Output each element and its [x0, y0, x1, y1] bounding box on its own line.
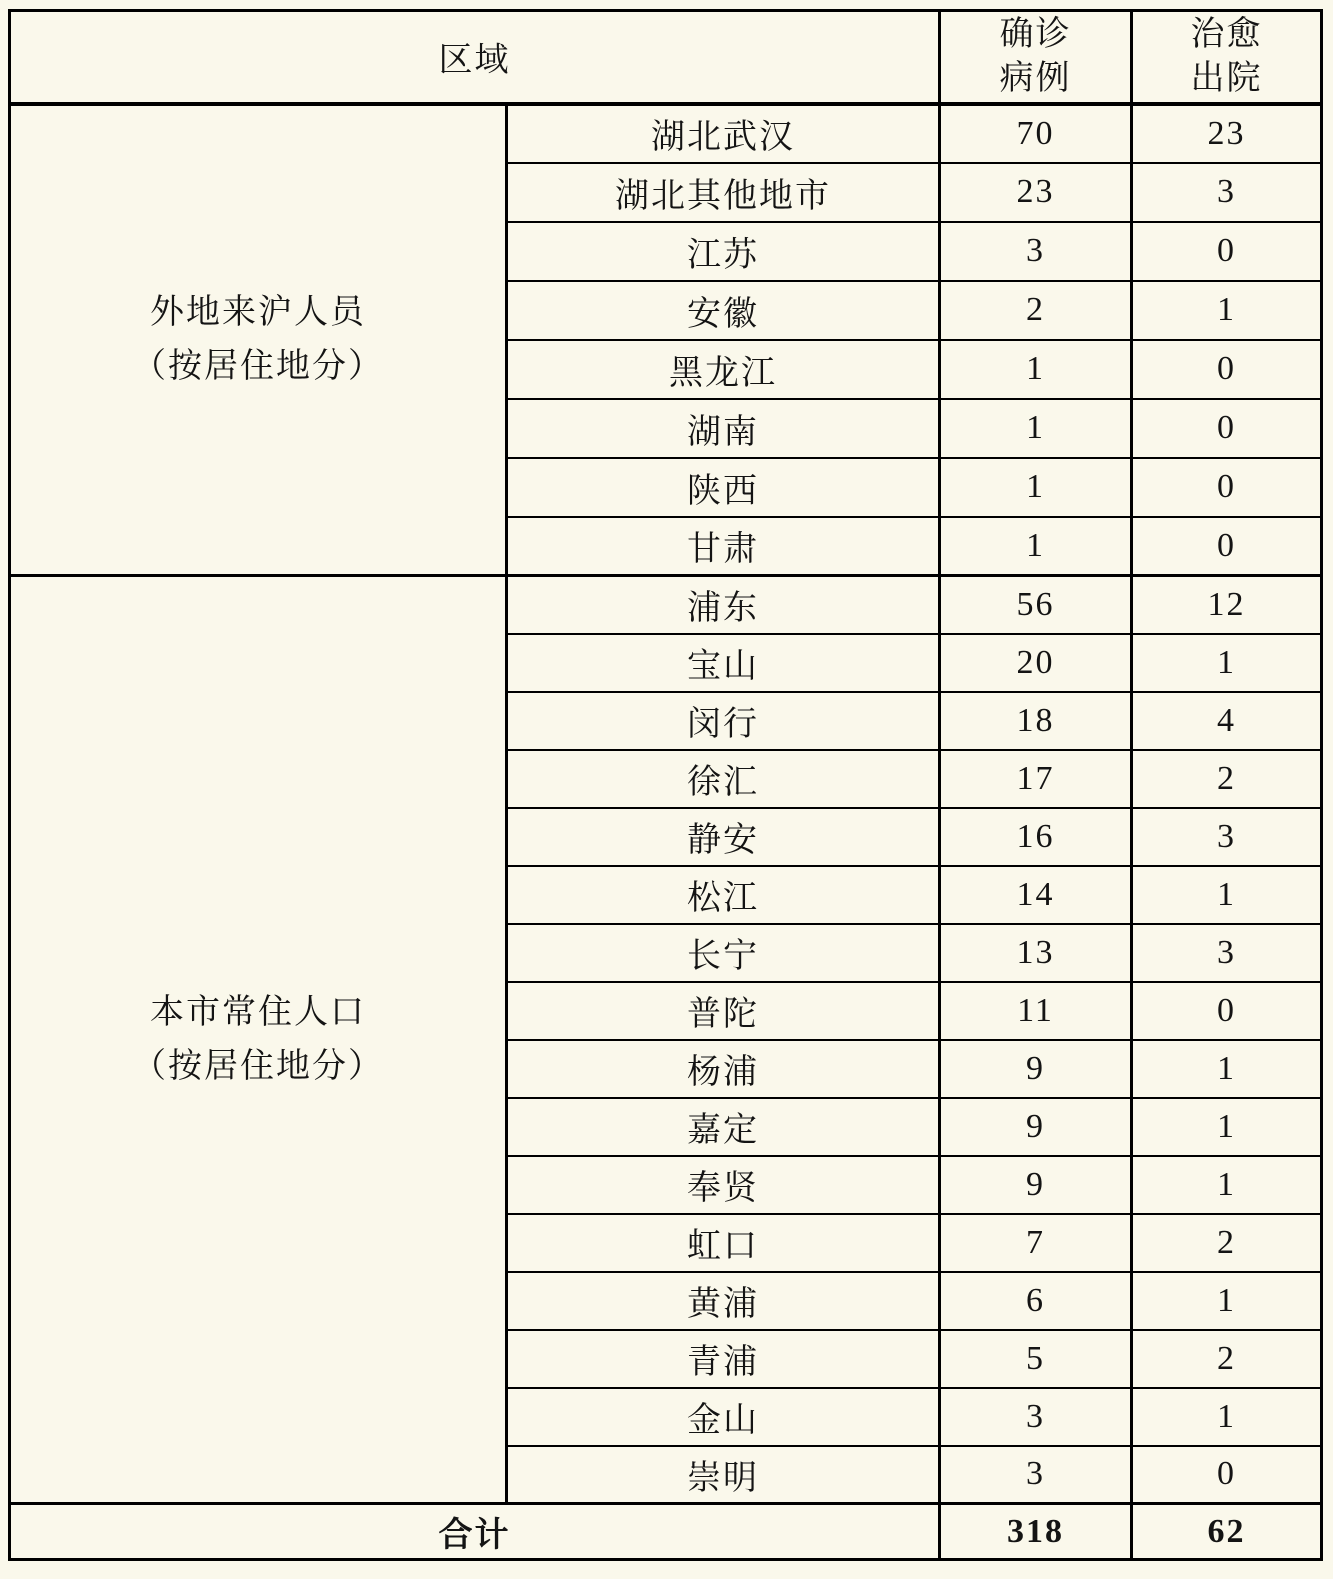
region-cell: 湖北武汉	[507, 104, 940, 163]
cured-cell: 2	[1132, 750, 1322, 808]
region-cell: 浦东	[507, 576, 940, 634]
confirmed-cell: 20	[940, 634, 1132, 692]
cured-cell: 1	[1132, 1098, 1322, 1156]
cured-cell: 3	[1132, 924, 1322, 982]
group-label-line2: （按居住地分）	[132, 347, 384, 385]
region-cell: 杨浦	[507, 1040, 940, 1098]
confirmed-cell: 1	[940, 340, 1132, 399]
region-cell: 崇明	[507, 1446, 940, 1504]
confirmed-cell: 1	[940, 458, 1132, 517]
region-cell: 安徽	[507, 281, 940, 340]
region-cell: 金山	[507, 1388, 940, 1446]
header-confirmed	[940, 11, 1132, 104]
header-cured-line2: 出院	[1190, 59, 1263, 97]
cured-cell: 2	[1132, 1214, 1322, 1272]
region-cell: 湖北其他地市	[507, 163, 940, 222]
cured-cell: 23	[1132, 104, 1322, 163]
cured-cell: 2	[1132, 1330, 1322, 1388]
confirmed-cell: 70	[940, 104, 1132, 163]
cured-cell: 1	[1132, 1156, 1322, 1214]
confirmed-cell: 9	[940, 1040, 1132, 1098]
data-row	[10, 576, 1322, 634]
confirmed-cell: 9	[940, 1156, 1132, 1214]
group-label	[10, 576, 507, 1504]
case-table	[8, 9, 1323, 1561]
region-cell: 奉贤	[507, 1156, 940, 1214]
region-cell: 长宁	[507, 924, 940, 982]
header-row	[10, 11, 1322, 104]
header-cured	[1132, 11, 1322, 104]
confirmed-cell: 1	[940, 517, 1132, 576]
region-cell: 闵行	[507, 692, 940, 750]
header-region: 区域	[10, 11, 940, 104]
region-cell: 黄浦	[507, 1272, 940, 1330]
group-label-line1: 本市常住人口	[150, 993, 366, 1031]
region-cell: 黑龙江	[507, 340, 940, 399]
confirmed-cell: 11	[940, 982, 1132, 1040]
cured-cell: 1	[1132, 281, 1322, 340]
cured-cell: 0	[1132, 982, 1322, 1040]
cured-cell: 1	[1132, 866, 1322, 924]
confirmed-cell: 13	[940, 924, 1132, 982]
region-cell: 宝山	[507, 634, 940, 692]
group-label-line1: 外地来沪人员	[150, 293, 366, 331]
confirmed-cell: 18	[940, 692, 1132, 750]
confirmed-cell: 56	[940, 576, 1132, 634]
region-cell: 普陀	[507, 982, 940, 1040]
confirmed-cell: 1	[940, 399, 1132, 458]
region-cell: 徐汇	[507, 750, 940, 808]
confirmed-cell: 3	[940, 222, 1132, 281]
table-body	[10, 104, 1322, 1504]
cured-cell: 0	[1132, 399, 1322, 458]
confirmed-cell: 3	[940, 1446, 1132, 1504]
confirmed-cell: 9	[940, 1098, 1132, 1156]
cured-cell: 0	[1132, 340, 1322, 399]
cured-cell: 0	[1132, 458, 1322, 517]
region-cell: 虹口	[507, 1214, 940, 1272]
confirmed-cell: 7	[940, 1214, 1132, 1272]
header-confirmed-line2: 病例	[999, 59, 1072, 97]
header-cured-line1: 治愈	[1190, 15, 1263, 53]
cured-cell: 1	[1132, 634, 1322, 692]
region-cell: 甘肃	[507, 517, 940, 576]
confirmed-cell: 2	[940, 281, 1132, 340]
region-cell: 陕西	[507, 458, 940, 517]
group-label-line2: （按居住地分）	[132, 1047, 384, 1085]
cured-cell: 12	[1132, 576, 1322, 634]
cured-cell: 1	[1132, 1272, 1322, 1330]
group-label	[10, 104, 507, 576]
cured-cell: 1	[1132, 1388, 1322, 1446]
cured-cell: 3	[1132, 163, 1322, 222]
region-cell: 江苏	[507, 222, 940, 281]
confirmed-cell: 6	[940, 1272, 1132, 1330]
cured-cell: 3	[1132, 808, 1322, 866]
confirmed-cell: 3	[940, 1388, 1132, 1446]
confirmed-cell: 16	[940, 808, 1132, 866]
region-cell: 静安	[507, 808, 940, 866]
total-confirmed-value: 318	[940, 1504, 1132, 1560]
region-cell: 青浦	[507, 1330, 940, 1388]
confirmed-cell: 14	[940, 866, 1132, 924]
confirmed-cell: 23	[940, 163, 1132, 222]
cured-cell: 0	[1132, 222, 1322, 281]
region-cell: 湖南	[507, 399, 940, 458]
region-cell: 松江	[507, 866, 940, 924]
region-cell: 嘉定	[507, 1098, 940, 1156]
total-cured-value: 62	[1132, 1504, 1322, 1560]
cured-cell: 4	[1132, 692, 1322, 750]
cured-cell: 0	[1132, 517, 1322, 576]
total-label: 合计	[10, 1504, 940, 1560]
confirmed-cell: 5	[940, 1330, 1132, 1388]
cured-cell: 1	[1132, 1040, 1322, 1098]
header-confirmed-line1: 确诊	[999, 15, 1072, 53]
data-row	[10, 104, 1322, 163]
confirmed-cell: 17	[940, 750, 1132, 808]
cured-cell: 0	[1132, 1446, 1322, 1504]
total-row	[10, 1504, 1322, 1560]
